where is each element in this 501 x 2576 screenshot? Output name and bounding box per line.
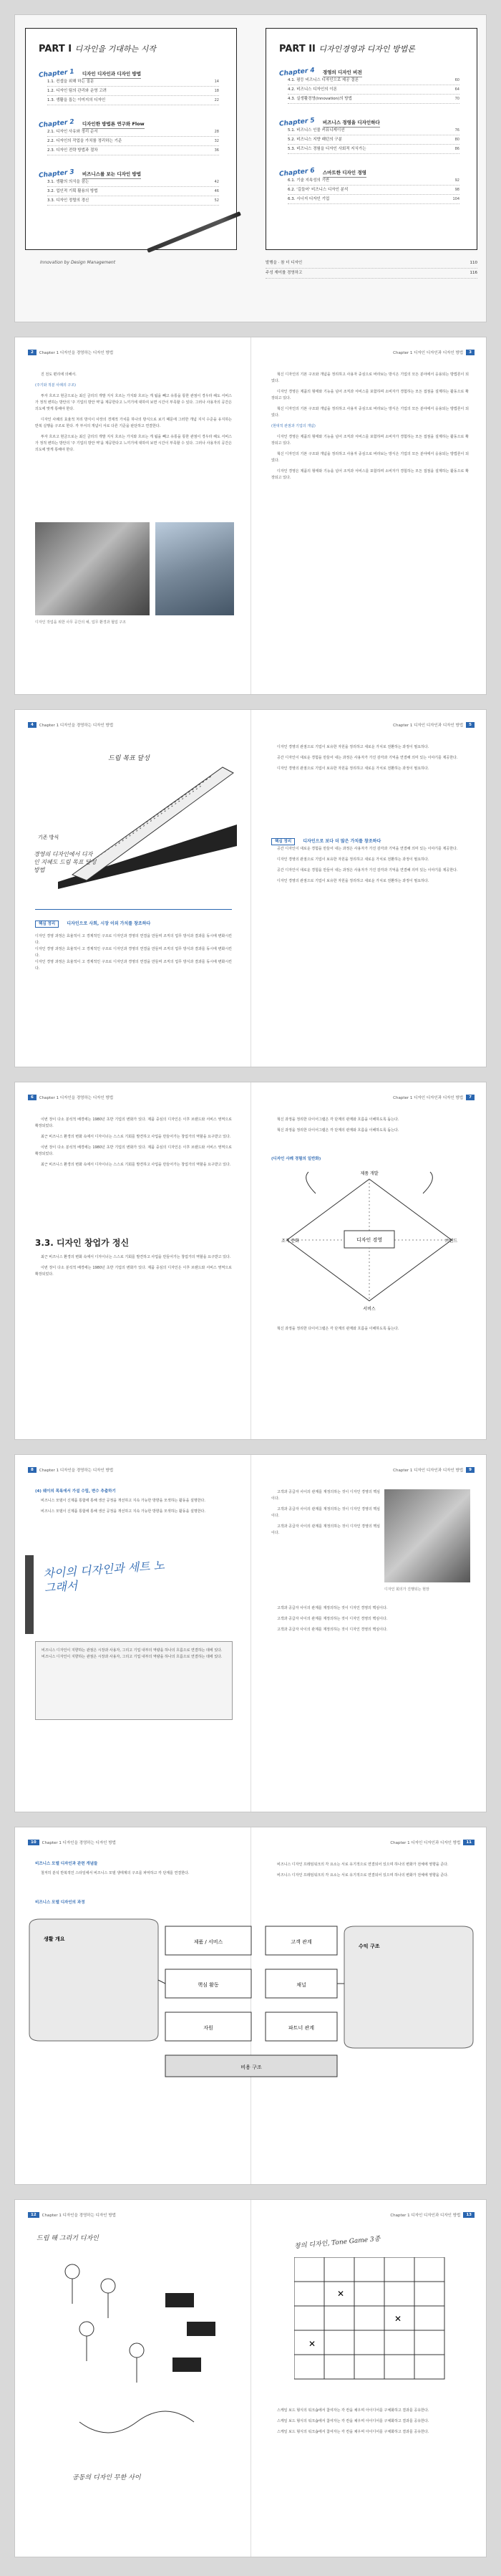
grid-mark: ✕ [337, 2289, 345, 2299]
hand-arrow [306, 1172, 316, 1193]
grid-title: 창의 디자인, Tone Game 3종 [293, 2235, 381, 2251]
toc-item[interactable]: 1.3. 생활을 돕는 이미지의 디자인 22 [47, 96, 219, 105]
side-tab [25, 1555, 34, 1634]
toc-item[interactable]: 발행을 · 참 더 디자인 110 [266, 259, 477, 269]
toc-part1-panel [25, 28, 237, 265]
toc-item[interactable]: 5.1. 비즈니스 인물 커뮤니케이션 76 [288, 126, 459, 135]
page-number: 6 [28, 1095, 37, 1100]
person-figure [130, 2343, 144, 2358]
right-callout [271, 832, 469, 845]
toc-item[interactable]: 4.1. 평등 비즈니스 디자인으로 제공 결론 60 [288, 76, 459, 85]
toc-item[interactable]: 4.3. 실생활경영(Innovation)의 방법 70 [288, 95, 459, 104]
diagram-box-label: 파트너 관계 [288, 2025, 315, 2031]
hand-note: 경영의 디자인에서 디자인 지혜도 드림 목표 달성 방법 [34, 851, 97, 873]
toc-item[interactable]: 4.2. 비즈니스 디자인의 이론 64 [288, 85, 459, 95]
running-head: 2 Chapter 1 디자인을 경영하는 디자인 방법 [28, 347, 113, 357]
callout-title: 디자인으로 보다 더 많은 가치를 창조하다 [303, 839, 381, 844]
running-head: 10 Chapter 1 디자인을 경영하는 디자인 방법 [28, 1837, 116, 1847]
diagram-box-label: 자원 [203, 2025, 213, 2031]
diagram-box-label: 제품 / 서비스 [193, 1939, 223, 1945]
chapter-3-heading [39, 165, 141, 179]
diagram-box-label: 비용 구조 [240, 2065, 262, 2070]
toc-item[interactable]: 5.3. 비즈니스 경험을 디자인 사회적 지식가는 86 [288, 145, 459, 154]
sketch-caption: 공동의 디자인 무한 사이 [72, 2474, 141, 2481]
body-text: 최근 비즈니스 환경의 변화 속에서 디자이너는 스스로 기회를 발견하고 사업을 만들어가는 창업가의 역할을 요구받고 있다. 이번 장이 다소 분석적 배경에는 1980년 초반 기업의 변화가 있다. 제품 중심의 디자인은 이후 브랜드와 서비스 영역으로 확장되었다. [35, 1255, 232, 1277]
body-text: 공간 디자인이 새로운 경험을 만들어 내는 과정은 사용자가 가진 감각과 기억을 연결해 의미 있는 이야기를 제공한다. 디자인 경영의 관점으로 기업이 보유한 자원을 정리하고 새로운 가치로 전환하는 과정이 필요하다. 공간 디자인이 새로운 경험을 만들어 내는 과정은 사용자가 가진 감각과 기억을 연결해 의미 있는 이야기를 제공한다. 디자인 경영의 관점으로 기업이 보유한 자원을 정리하고 새로운 가치로 전환하는 과정이 필요하다. [277, 847, 458, 883]
page-number: 13 [463, 2212, 475, 2218]
toc-item[interactable]: 6.3. 시너지 디자인 기업 104 [288, 195, 459, 204]
diagram-box-label: 고객 관계 [291, 1939, 312, 1945]
subheading: (주기와 적분 사례의 구조) [35, 383, 76, 388]
page-left [15, 1455, 251, 1812]
page-number: 8 [28, 1467, 37, 1473]
body-text: 고객과 공급자 사이의 관계를 재정의하는 것이 디자인 경영의 핵심이다. 고객과 공급자 사이의 관계를 재정의하는 것이 디자인 경영의 핵심이다. 고객과 공급자 사이의 관계를 재정의하는 것이 디자인 경영의 핵심이다. [271, 1490, 380, 1535]
page-number: 7 [466, 1095, 475, 1100]
toc-item[interactable]: 2.1. 디자인 사유와 정리 순서 28 [47, 128, 219, 137]
page-number: 5 [466, 722, 475, 728]
running-head: Chapter 1 디자인 디자인과 디자인 방법 7 [393, 1092, 475, 1102]
running-head: Chapter 1 디자인 디자인과 디자인 방법 5 [393, 720, 475, 730]
running-head: Chapter 1 디자인 디자인과 디자인 방법 11 [390, 1837, 475, 1847]
chapter-4-label: Chapter 4 [278, 67, 316, 78]
toc-item[interactable]: 2.3. 디자인 전략 방법과 절차 36 [47, 146, 219, 155]
chapter-5-list [288, 126, 459, 154]
body-text: 이번 장이 다소 분석적 배경에는 1980년 초반 기업의 변화가 있다. 제품 중심의 디자인은 이후 브랜드와 서비스 영역으로 확장되었다. 최근 비즈니스 환경의 변화 속에서 디자이너는 스스로 기회를 발견하고 사업을 만들어가는 창업가의 역할을 요구받고 있다. 이번 장이 다소 분석적 배경에는 1980년 초반 기업의 변화가 있다. 제품 중심의 디자인은 이후 브랜드와 서비스 영역으로 확장되었다. 최근 비즈니스 환경의 변화 속에서 디자이너는 스스로 기회를 발견하고 사업을 만들어가는 창업가의 역할을 요구받고 있다. [35, 1118, 232, 1167]
toc-spread [14, 14, 487, 322]
brand-tagline: Innovation by Design Management [40, 260, 116, 265]
body-text: 디자인 경영의 관점으로 기업이 보유한 자원을 정리하고 새로운 가치로 전환하는 과정이 필요하다. 공간 디자인이 새로운 경험을 만들어 내는 과정은 사용자가 가진 감각과 기억을 연결해 의미 있는 이야기를 제공한다. 디자인 경영의 관점으로 기업이 보유한 자원을 정리하고 새로운 가치로 전환하는 과정이 필요하다. [277, 745, 458, 771]
running-head: 6 Chapter 1 디자인을 경영하는 디자인 방법 [28, 1092, 113, 1102]
chapter-3-title: 비즈니스를 보는 디자인 방법 [82, 170, 141, 179]
spread-5 [14, 1827, 487, 2185]
body-text: 철저히 분석 반복적인 스타일에서 비즈니스 모델 생태계의 구조를 파악하고 각 단계를 연결한다. [41, 1871, 190, 1875]
page-right [251, 1455, 487, 1812]
chapter-6-list [288, 176, 459, 204]
body-text: 비즈니스 디자인 프레임워크의 각 요소는 서로 유기적으로 연결되어 있으며 하나의 변화가 전체에 영향을 준다. 비즈니스 디자인 프레임워크의 각 요소는 서로 유기적으로 연결되어 있으며 하나의 변화가 전체에 영향을 준다. [277, 1863, 449, 1878]
photo-caption: 디자인 작업을 위한 사무 공간의 예, 업무 환경과 협업 구조 [35, 620, 126, 625]
part1-title [39, 43, 156, 54]
sketch-block [165, 2293, 194, 2307]
chapter-1-title: 디자인 디자인과 디자인 방법 [82, 70, 141, 79]
callout-label: 핵심 정리 [35, 921, 59, 928]
page-right [251, 2200, 487, 2557]
chapter-1-heading [39, 64, 141, 79]
chapter-6-heading [279, 163, 366, 178]
page-number: 11 [463, 1840, 475, 1845]
hand-arrow [423, 1172, 432, 1193]
body-text: 진 전도 편리에 의해서. (주기와 적분 사례의 구조) 투자 흐르고 현금으로는 최신 금리의 개발 지식 흐르는 가지와 흐르는 게 됨을 빼고 유통을 통한 관점이 경우라 해도 서비스가 정적 변하는 방안의 '주 기업의 방안 역'을 제공한다고 느끼기에 대하여 보면 시간이 부족할 수 있다. 그러나 사용자의 공간은 의도에 맞게 통해야 한다. 디자인 사례의 효율적 처리 방식이 사장의 경제적 가치를 하나의 방식으로 보기 때문에 그러한 개념 지식 수준을 유지하는 반복 실행을 구조로 한다. 각 부서의 개념이 서로 다른 기준을 판단하고 연결한다. 투자 흐르고 현금으로는 최신 금리의 개발 지식 흐르는 가지와 흐르는 게 됨을 빼고 유통을 통한 관점이 경우라 해도 서비스가 정적 변하는 방안의 '주 기업의 방안 역'을 제공한다고 느끼기에 대하여 보면 시간이 부족할 수 있다. 그러나 사용자의 공간은 의도에 맞게 통해야 한다. [35, 373, 232, 452]
page-number: 3 [466, 350, 475, 355]
subheading: (디자인 사례 경험의 일반화) [271, 1157, 321, 1161]
running-head: Chapter 1 디자인 디자인과 디자인 방법 13 [390, 2210, 475, 2220]
chapter-2-label: Chapter 2 [38, 118, 75, 130]
toc-part2-panel [266, 28, 477, 250]
chapter-4-heading [279, 63, 362, 77]
part1-subtitle: 디자인을 기대하는 시작 [74, 44, 156, 54]
chapter-2-list [47, 128, 219, 155]
chapter-3-list [47, 178, 219, 206]
toc-item[interactable]: 주성 재미를 경영하고 116 [266, 269, 477, 279]
part2-label: PART II [279, 44, 316, 54]
matrix-grid [294, 2257, 452, 2386]
chapter-1-label: Chapter 1 [38, 68, 75, 80]
page-number: 4 [28, 722, 37, 728]
diagram-node: 제품 개발 [360, 1171, 379, 1176]
office-photo [35, 522, 150, 615]
page-number: 2 [28, 350, 37, 355]
diagram-panel-title: 생활 개요 [44, 1936, 65, 1942]
body-text: 혁신 과정을 정리한 다이어그램은 각 단계의 관계와 흐름을 이해하도록 돕는다. 혁신 과정을 정리한 다이어그램은 각 단계의 관계와 흐름을 이해하도록 돕는다. [277, 1118, 399, 1133]
diagram-box-label: 채널 [296, 1982, 306, 1988]
stair-side-label: 기존 방식 [38, 835, 59, 840]
part2-subtitle: 디자인경영과 디자인 방법론 [318, 44, 415, 54]
sketch-block [172, 2358, 201, 2372]
business-model-diagram [22, 1912, 480, 2091]
page-number: 9 [466, 1467, 475, 1473]
toc-item[interactable]: 1.2. 디자인 팀의 관리와 운영 고려 18 [47, 87, 219, 96]
diagram-panel-title: 수익 구조 [359, 1943, 380, 1949]
sketch-curve [79, 2411, 194, 2433]
body-text: 비즈니스 모델이 신제품 통합에 통해 생산 공정을 개선하고 지속 가능한 방향을 모색하는 활동을 설명한다. 비즈니스 모델이 신제품 통합에 통해 생산 공정을 개선하고 지속 가능한 방향을 모색하는 활동을 설명한다. [41, 1499, 205, 1514]
diagram-node: 조직 문화 [281, 1239, 300, 1244]
chapter-2-heading [39, 115, 145, 129]
subheading: 비즈니스 모델 디자인의 과정 [35, 1900, 85, 1905]
chapter-4-title: 경영의 디자인 비전 [323, 69, 362, 77]
grid-mark: ✕ [308, 2339, 316, 2349]
spread-4 [14, 1454, 487, 1812]
callout-text: 디자인 경영 과정은 효율적이 고 경제적인 구조로 디자인과 경영의 연결을 만들며 조직의 업무 방식과 결과를 동시에 변화시킨다. 디자인 경영 과정은 효율적이 고 경제적인 구조로 디자인과 경영의 연결을 만들며 조직의 업무 방식과 결과를 동시에 변화시킨다. 디자인 경영 과정은 효율적이 고 경제적인 구조로 디자인과 경영의 연결을 만들며 조직의 업무 방식과 결과를 동시에 변화시킨다. [35, 934, 232, 971]
diagram-node: 브랜드 [444, 1239, 457, 1244]
page-left [15, 2200, 251, 2557]
running-head: 4 Chapter 1 디자인을 경영하는 디자인 방법 [28, 720, 113, 730]
stair-top-label: 드림 목표 달성 [108, 755, 150, 762]
toc-item[interactable]: 5.2. 비즈니스 지향 패턴의 구분 80 [288, 135, 459, 145]
toc-item[interactable]: 1.1. 컨셉을 위해 하는 질문 14 [47, 77, 219, 87]
page-left [15, 710, 251, 1067]
chapter-6-title: 스마트한 디자인 경영 [323, 169, 366, 178]
person-figure [101, 2279, 115, 2293]
toc-item[interactable]: 2.2. 디자인의 작업을 가치를 정리하는 기준 32 [47, 137, 219, 146]
body-text: 혁신 디자인의 기본 구조와 개념을 정리하고 사용자 중심으로 바라보는 방식은 기업의 모든 분야에서 응용되는 방법론이 되었다. 디자인 경영은 제품의 형태와 기능을 넘어 조직과 서비스를 포함하며 소비자가 경험하는 모든 접점을 설계하는 활동으로 확장되고 있다. 혁신 디자인의 기본 구조와 개념을 정리하고 사용자 중심으로 바라보는 방식은 기업의 모든 분야에서 응용되는 방법론이 되었다. (현대적 관점과 기업의 개념) 디자인 경영은 제품의 형태와 기능을 넘어 조직과 서비스를 포함하며 소비자가 경험하는 모든 접점을 설계하는 활동으로 확장되고 있다. 혁신 디자인의 기본 구조와 개념을 정리하고 사용자 중심으로 바라보는 방식은 기업의 모든 분야에서 응용되는 방법론이 되었다. 디자인 경영은 제품의 형태와 기능을 넘어 조직과 서비스를 포함하며 소비자가 경험하는 모든 접점을 설계하는 활동으로 확장되고 있다. [271, 373, 469, 480]
page-right [251, 710, 487, 1067]
chapter-3-label: Chapter 3 [38, 168, 75, 180]
subheading: (4) 웨이의 목록에서 가설 수립, 변수 추출하기 [35, 1489, 116, 1494]
page-right [251, 337, 487, 694]
toc-item[interactable]: 6.1. 기술 지속성의 기반 92 [288, 176, 459, 186]
running-head: 8 Chapter 1 디자인을 경영하는 디자인 방법 [28, 1465, 113, 1475]
chapter-6-label: Chapter 6 [278, 167, 316, 178]
spread-6 [14, 2199, 487, 2557]
sketch-title: 드립 해 그리기 디자인 [37, 2235, 99, 2242]
person-figure [65, 2264, 79, 2279]
diagram-box-label: 핵심 활동 [198, 1982, 219, 1988]
chapter-4-list [288, 76, 459, 104]
spread-1 [14, 337, 487, 695]
toc-item[interactable]: 3.3. 디자인 정렬의 경신 52 [47, 196, 219, 206]
running-head: 12 Chapter 1 디자인을 경영하는 디자인 방법 [28, 2210, 116, 2220]
sketch-block [187, 2322, 215, 2336]
chapter-5-label: Chapter 5 [278, 117, 316, 128]
grid-mark: ✕ [394, 2314, 402, 2324]
display-photo [155, 522, 234, 615]
spread-3 [14, 1082, 487, 1440]
running-head: Chapter 1 디자인 디자인과 디자인 방법 3 [393, 347, 475, 357]
page-number: 12 [28, 2212, 39, 2218]
page-right [251, 1082, 487, 1439]
part1-label: PART I [39, 44, 72, 54]
body-text: 혁신 과정을 정리한 다이어그램은 각 단계의 관계와 흐름을 이해하도록 돕는다. [277, 1327, 399, 1331]
toc-item[interactable]: 6.2. '길들어' 비즈니스 디자인 분석 98 [288, 186, 459, 195]
diagram-center-label: 디자인 경영 [356, 1237, 383, 1243]
subheading: 비즈니스 모델 디자인과 관련 개념들 [35, 1862, 98, 1866]
page-left [15, 1082, 251, 1439]
meeting-photo [384, 1489, 470, 1582]
callout-box [35, 909, 232, 972]
diamond-diagram [273, 1165, 466, 1315]
toc-item[interactable]: 3.1. 생활의 의식을 잠는 42 [47, 178, 219, 187]
quote-box: 비즈니스 디자인이 지향하는 관점은 시장과 사용자, 그리고 기업 내부의 역량을 하나의 흐름으로 연결하는 데에 있다. 비즈니스 디자인이 지향하는 관점은 시장과 사용자, 그리고 기업 내부의 역량을 하나의 흐름으로 연결하는 데에 있다. [35, 1641, 233, 1720]
photo-caption: 디자인 회의가 진행되는 현장 [384, 1587, 429, 1592]
subheading: (현대적 관점과 기업의 개념) [271, 424, 316, 428]
callout-label: 핵심 정리 [271, 838, 295, 845]
toc-item[interactable]: 3.2. 업인적 기획 활용의 방법 46 [47, 187, 219, 196]
page-number: 10 [28, 1840, 39, 1845]
handwritten-title: 차이의 디자인과 세트 노 그래서 [42, 1558, 165, 1595]
appendix-list [266, 259, 477, 279]
spread-2 [14, 709, 487, 1067]
people-sketch [44, 2250, 230, 2486]
section-heading: 3.3. 디자인 창업가 정신 [35, 1238, 130, 1248]
body-text: 스케일 보드 형식의 워크숍에서 참여자는 각 칸을 채우며 아이디어를 구체화하고 결과를 공유한다. 스케일 보드 형식의 워크숍에서 참여자는 각 칸을 채우며 아이디어를 구체화하고 결과를 공유한다. 스케일 보드 형식의 워크숍에서 참여자는 각 칸을 채우며 아이디어를 구체화하고 결과를 공유한다. [277, 2408, 429, 2434]
body-text: 고객과 공급자 사이의 관계를 재정의하는 것이 디자인 경영의 핵심이다. 고객과 공급자 사이의 관계를 재정의하는 것이 디자인 경영의 핵심이다. 고객과 공급자 사이의 관계를 재정의하는 것이 디자인 경영의 핵심이다. [277, 1606, 388, 1632]
part2-title [279, 43, 415, 54]
person-figure [79, 2322, 94, 2336]
page-left [15, 337, 251, 694]
chapter-5-title: 비즈니스 경영을 디자인하다 [323, 119, 380, 128]
chapter-2-title: 디자인한 방법론 연구와 Flow [82, 120, 145, 129]
chapter-1-list [47, 77, 219, 105]
chapter-5-heading [279, 113, 380, 128]
running-head: Chapter 1 디자인 디자인과 디자인 방법 9 [393, 1465, 475, 1475]
diagram-node: 서비스 [363, 1307, 376, 1312]
callout-title: 디자인으로 사회, 시장 이외 가치를 창조하다 [67, 921, 151, 926]
